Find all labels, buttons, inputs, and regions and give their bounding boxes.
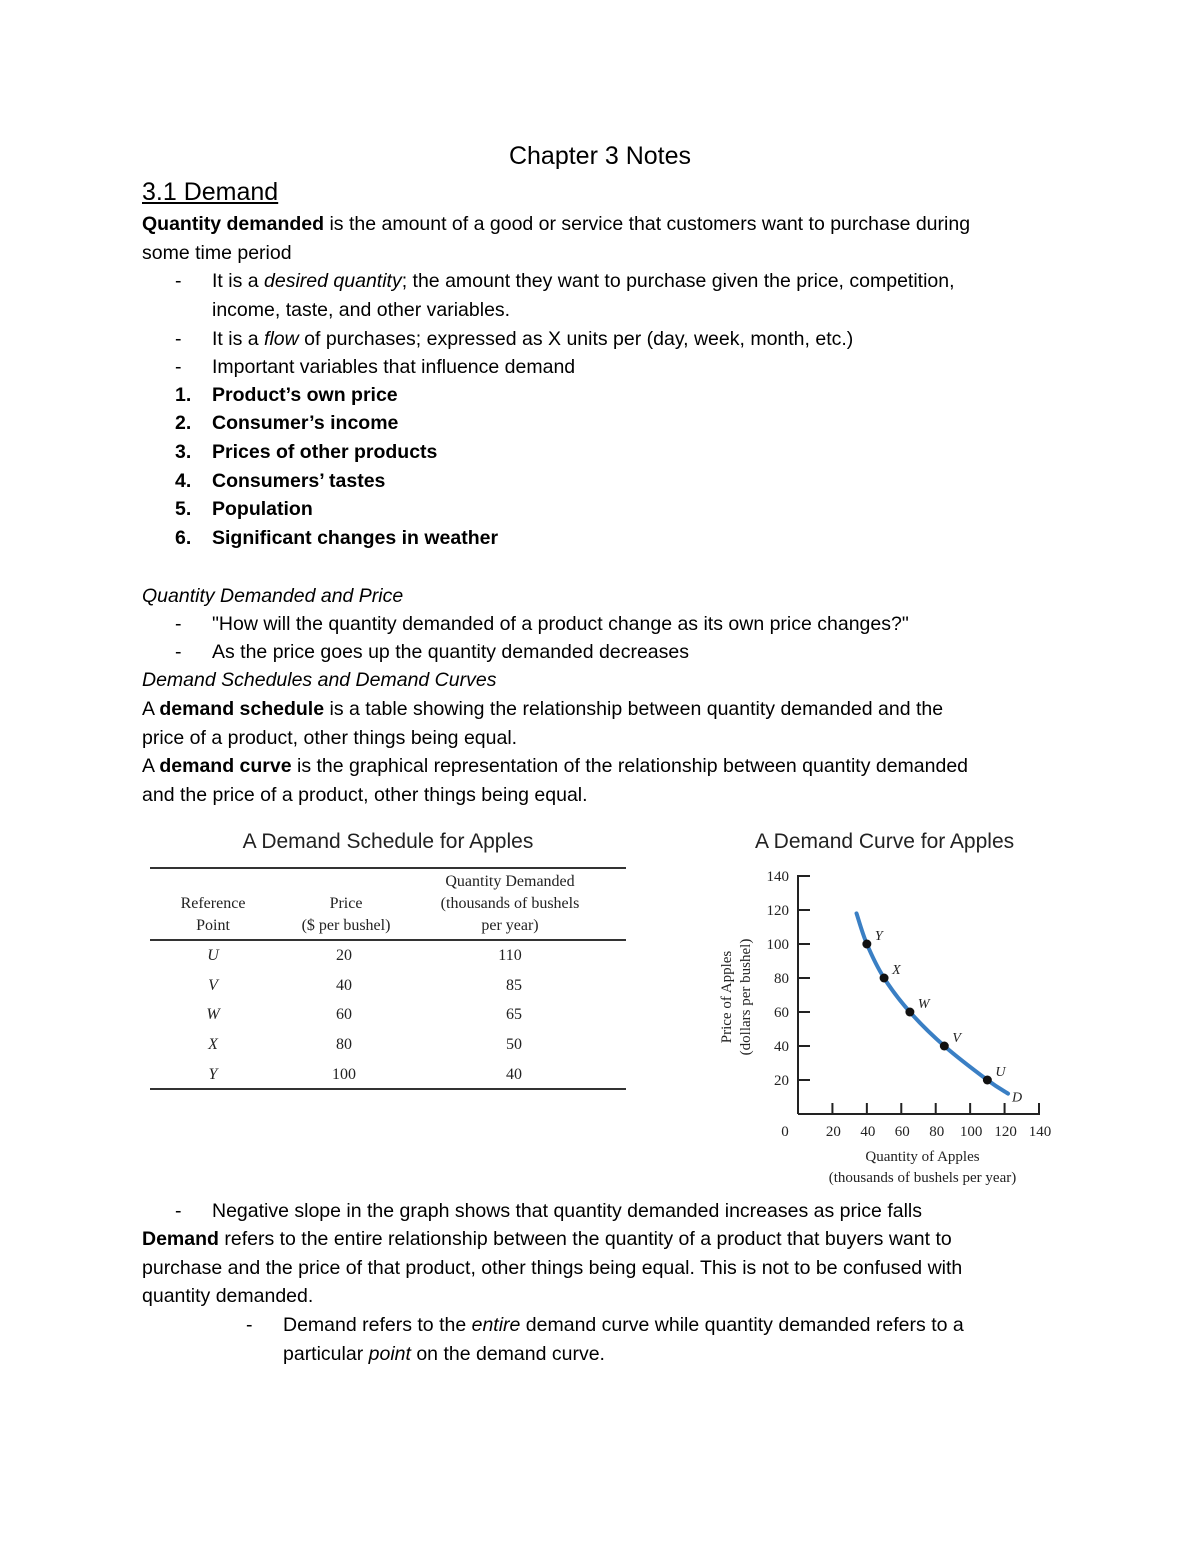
cell-price: 100	[332, 1066, 356, 1083]
bullet-dash: -	[175, 328, 182, 350]
text: price of a product, other things being equal.	[142, 726, 518, 749]
header-line: Price	[329, 895, 363, 912]
point-label-x: X	[892, 963, 901, 978]
curve-label: D	[1012, 1090, 1023, 1106]
subheading-quantity-demanded-and-price: Quantity Demanded and Price	[142, 585, 404, 607]
demand-curve-definition	[142, 752, 1072, 809]
cell-price: 80	[336, 1036, 352, 1053]
header-line: Point	[196, 917, 230, 934]
bullet-emphasis: entire	[471, 1314, 521, 1336]
text: A	[142, 698, 160, 720]
bullet-text: As the price goes up the quantity demanded decreases	[212, 641, 689, 663]
bullet-text: Negative slope in the graph shows that quantity demanded increases as price falls	[212, 1200, 922, 1222]
x-tick-label: 100	[959, 1124, 983, 1140]
cell-point: W	[206, 1006, 220, 1023]
cell-point: U	[207, 947, 219, 964]
list-item: Prices of other products	[212, 441, 438, 463]
text: is a table showing the relationship between quantity demanded and the	[324, 698, 944, 720]
text: quantity demanded.	[142, 1285, 314, 1307]
bullet-emphasis: desired quantity	[264, 270, 402, 292]
bullet-text: Important variables that influence demand	[212, 356, 576, 378]
header-price	[276, 893, 416, 937]
bullet-text: It is a	[212, 328, 265, 350]
term-demand-schedule: demand schedule	[159, 698, 325, 720]
demand-definition	[142, 1225, 1082, 1311]
header-line: Quantity Demanded	[445, 873, 575, 890]
text: A	[142, 755, 160, 777]
bullet-text: of purchases; expressed as X units per (day, week, month, etc.)	[298, 328, 854, 350]
cell-price: 20	[336, 947, 352, 964]
x-tick-label: 20	[825, 1124, 841, 1140]
intro-line-2: some time period	[142, 241, 292, 264]
quantity-demanded-definition	[142, 210, 1072, 267]
bullet-dash: -	[175, 641, 182, 663]
bullet-text: "How will the quantity demanded of a product change as its own price changes?"	[212, 613, 909, 635]
intro-line-1: is the amount of a good or service that customers want to purchase during	[324, 213, 971, 235]
data-point-y	[862, 940, 871, 949]
term-demand: Demand	[142, 1228, 219, 1250]
bullet-dash: -	[175, 356, 182, 378]
x-tick-label: 140	[1028, 1124, 1052, 1140]
cell-quantity: 110	[498, 947, 522, 964]
x-axis-sublabel: (thousands of bushels per year)	[828, 1170, 1017, 1186]
bullet-emphasis: point	[368, 1342, 411, 1365]
x-axis-label: Quantity of Apples	[865, 1149, 980, 1165]
list-number: 4.	[175, 470, 192, 492]
data-point-u	[983, 1076, 992, 1085]
bullet-text: income, taste, and other variables.	[212, 298, 511, 321]
point-label-y: Y	[874, 929, 883, 944]
section-heading: 3.1 Demand	[142, 178, 279, 206]
y-tick-label: 40	[774, 1039, 789, 1055]
y-tick-label: 20	[774, 1073, 789, 1089]
x-tick-label: 60	[894, 1124, 910, 1140]
header-quantity-demanded	[412, 871, 608, 937]
table-bottom-rule	[150, 1088, 626, 1090]
list-number: 6.	[175, 527, 192, 549]
list-item: Product’s own price	[212, 384, 398, 406]
text: refers to the entire relationship between the quantity of a product that buyers want to	[218, 1228, 952, 1250]
y-tick-label: 100	[766, 937, 789, 953]
point-label-v: V	[952, 1031, 961, 1046]
cell-point: V	[208, 977, 218, 994]
bullet-text: Demand refers to the	[283, 1314, 472, 1336]
cell-point: X	[208, 1036, 218, 1053]
data-point-w	[905, 1008, 914, 1017]
chart-title: A Demand Curve for Apples	[755, 830, 1015, 853]
table-top-rule	[150, 867, 626, 869]
term-demand-curve: demand curve	[159, 755, 292, 777]
y-tick-label: 60	[774, 1005, 789, 1021]
point-label-w: W	[917, 997, 930, 1012]
list-item: Population	[212, 498, 313, 520]
demand-curve-chart	[690, 860, 1070, 1190]
x-tick-label: 0	[781, 1124, 789, 1140]
data-point-v	[940, 1042, 949, 1051]
table-header-rule	[150, 939, 626, 941]
bullet-dash: -	[175, 270, 182, 292]
list-number: 3.	[175, 441, 192, 463]
y-axis-sublabel: (dollars per bushel)	[738, 938, 754, 1056]
data-point-x	[880, 974, 889, 983]
y-tick-label: 140	[766, 869, 789, 885]
list-item: Consumer’s income	[212, 412, 399, 434]
bullet-dash: -	[246, 1314, 253, 1336]
cell-quantity: 85	[506, 977, 522, 994]
text: is the graphical representation of the relationship between quantity demanded	[291, 755, 969, 777]
point-label-u: U	[995, 1065, 1006, 1080]
bullet-text: particular	[283, 1342, 369, 1365]
bullet-text: on the demand curve.	[410, 1342, 605, 1365]
term-quantity-demanded: Quantity demanded	[142, 213, 325, 235]
list-number: 5.	[175, 498, 192, 520]
cell-quantity: 40	[506, 1066, 522, 1083]
cell-quantity: 65	[506, 1006, 522, 1023]
x-tick-label: 40	[860, 1124, 876, 1140]
demand-schedule-definition	[142, 695, 1072, 752]
header-line: Reference	[180, 895, 246, 912]
text: purchase and the price of that product, other things being equal. This is not to be confused with	[142, 1256, 963, 1279]
bullet-text: ; the amount they want to purchase given the price, competition,	[401, 270, 955, 292]
list-item: Significant changes in weather	[212, 527, 499, 549]
bullet-text: demand curve while quantity demanded refers to a	[520, 1314, 964, 1336]
cell-price: 40	[336, 977, 352, 994]
y-tick-label: 120	[766, 903, 789, 919]
bullet-text: It is a	[212, 270, 265, 292]
table-title: A Demand Schedule for Apples	[242, 830, 534, 853]
x-tick-label: 120	[994, 1124, 1017, 1140]
y-axis-label: Price of Apples	[719, 950, 735, 1044]
y-tick-label: 80	[774, 971, 789, 987]
cell-price: 60	[336, 1006, 352, 1023]
header-line: ($ per bushel)	[301, 917, 391, 934]
list-number: 1.	[175, 384, 192, 406]
bullet-emphasis: flow	[264, 328, 299, 350]
text: and the price of a product, other things being equal.	[142, 783, 588, 806]
x-tick-label: 80	[929, 1124, 945, 1140]
subheading-demand-schedules-and-curves: Demand Schedules and Demand Curves	[142, 669, 497, 691]
header-line: per year)	[481, 917, 539, 934]
list-number: 2.	[175, 412, 192, 434]
cell-point: Y	[208, 1066, 218, 1083]
cell-quantity: 50	[506, 1036, 522, 1053]
header-line: (thousands of bushels	[440, 895, 580, 912]
bullet-dash: -	[175, 613, 182, 635]
bullet-dash: -	[175, 1200, 182, 1222]
header-reference-point	[150, 893, 276, 937]
page-title: Chapter 3 Notes	[508, 142, 692, 170]
list-item: Consumers’ tastes	[212, 470, 386, 492]
